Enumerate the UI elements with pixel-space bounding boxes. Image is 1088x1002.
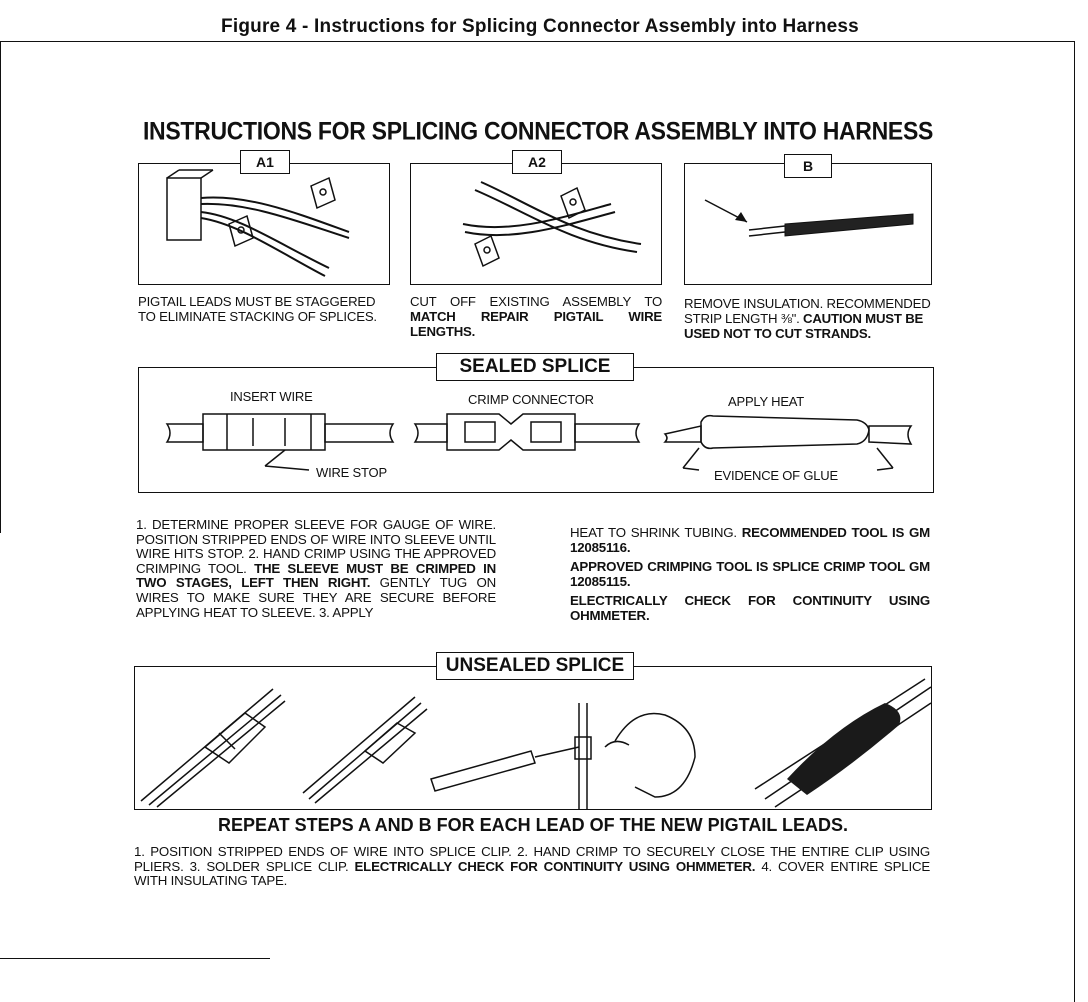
strip-insulation-illustration	[685, 164, 931, 284]
insert-wire-label: INSERT WIRE	[230, 389, 313, 404]
pigtail-leads-illustration	[139, 164, 389, 284]
unsealed-text-bold: ELECTRICALLY CHECK FOR CONTINUITY USING OHMMETER.	[354, 858, 756, 874]
sealed-right-para-2: APPROVED CRIMPING TOOL IS SPLICE CRIMP TOOL GM 12085115.	[570, 559, 930, 589]
sealed-left-text-1: 1. DETERMINE PROPER SLEEVE FOR GAUGE OF WIRE. POSITION STRIPPED ENDS OF WIRE INTO SLEEVE UNTIL WIRE HITS STOP. 2. HAND CRIMP USING THE APPROVED CRIMPING TOOL.	[136, 517, 496, 576]
figure-title: Figure 4 - Instructions for Splicing Connector Assembly into Harness	[221, 16, 859, 37]
repeat-steps-title: REPEAT STEPS A AND B FOR EACH LEAD OF THE NEW PIGTAIL LEADS.	[217, 815, 849, 835]
step-a1-caption-text: PIGTAIL LEADS MUST BE STAGGERED TO ELIMINATE STACKING OF SPLICES.	[138, 294, 377, 324]
sealed-instructions-right	[570, 526, 930, 624]
sealed-left-text-2: GENTLY TUG ON WIRES TO MAKE SURE THEY ARE SECURE BEFORE APPLYING HEAT TO SLEEVE. 3. APPLY	[136, 575, 496, 620]
unsealed-text-2: 4. COVER ENTIRE SPLICE WITH INSULATING TAPE.	[134, 858, 931, 889]
step-a1-panel	[138, 163, 390, 285]
figure-frame-left-edge	[0, 41, 1, 533]
step-tab-b: B	[784, 154, 832, 178]
unsealed-splice-illustration	[135, 667, 931, 809]
sealed-right-para-3: ELECTRICALLY CHECK FOR CONTINUITY USING OHMMETER.	[570, 593, 930, 623]
step-a1-caption	[138, 294, 392, 324]
step-tab-a2: A2	[512, 150, 562, 174]
unsealed-text-1: 1. POSITION STRIPPED ENDS OF WIRE INTO SPLICE CLIP. 2. HAND CRIMP TO SECURELY CLOSE THE ENTIRE CLIP USING PLIERS. 3. SOLDER SPLICE CLIP.	[134, 844, 930, 874]
sealed-right-para-1	[570, 526, 930, 555]
step-b-caption-text: REMOVE INSULATION. RECOMMENDED STRIP LENGTH ⅜".	[684, 296, 931, 326]
sealed-right-text-1: HEAT TO SHRINK TUBING.	[570, 525, 742, 540]
step-a2-caption-bold: MATCH REPAIR PIGTAIL WIRE LENGTHS.	[410, 309, 662, 339]
sealed-splice-label: SEALED SPLICE	[436, 353, 634, 381]
main-title: INSTRUCTIONS FOR SPLICING CONNECTOR ASSEMBLY INTO HARNESS	[142, 116, 934, 145]
unsealed-splice-label: UNSEALED SPLICE	[436, 652, 634, 680]
sealed-left-text-bold: THE SLEEVE MUST BE CRIMPED IN TWO STAGES, LEFT THEN RIGHT.	[136, 560, 496, 591]
wire-stop-label: WIRE STOP	[316, 465, 387, 480]
unsealed-splice-panel	[134, 666, 932, 810]
step-a2-panel	[410, 163, 662, 285]
step-tab-a1: A1	[240, 150, 290, 174]
apply-heat-label: APPLY HEAT	[728, 394, 805, 409]
unsealed-instructions	[134, 845, 930, 889]
step-b-panel	[684, 163, 932, 285]
sealed-right-text-bold: RECOMMENDED TOOL IS GM 12085116.	[570, 525, 930, 555]
footer-rule	[0, 958, 270, 959]
crimp-connector-label: CRIMP CONNECTOR	[468, 392, 594, 407]
sealed-instructions-left	[136, 518, 496, 620]
step-b-caption-bold: CAUTION MUST BE USED NOT TO CUT STRANDS.	[684, 311, 924, 341]
cut-assembly-illustration	[411, 164, 661, 284]
step-a2-caption-text: CUT OFF EXISTING ASSEMBLY TO	[410, 294, 662, 309]
evidence-of-glue-label: EVIDENCE OF GLUE	[714, 468, 838, 483]
step-b-caption	[684, 296, 932, 341]
step-a2-caption	[410, 294, 662, 339]
